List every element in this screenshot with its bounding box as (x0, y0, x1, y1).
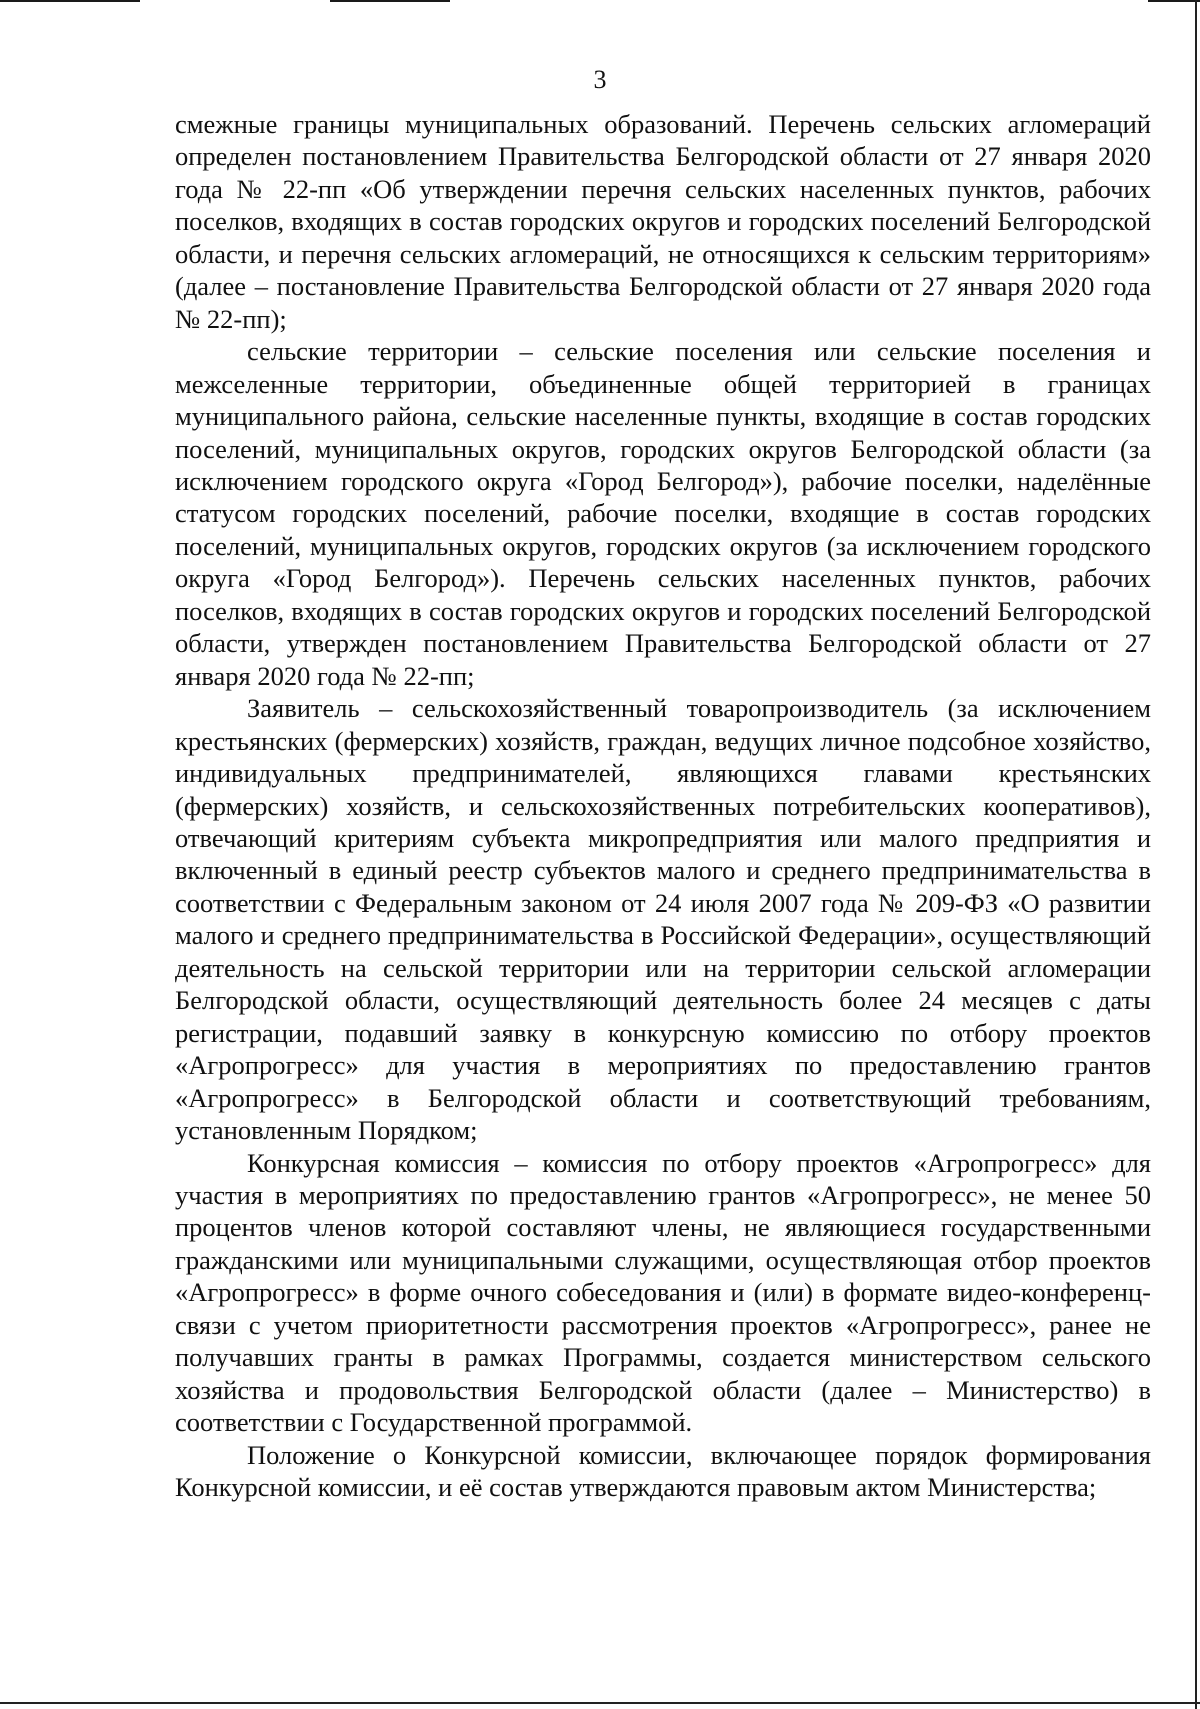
scan-border-bottom (0, 1702, 1200, 1704)
paragraph-commission-regulation: Положение о Конкурсной комиссии, включающее порядок формирования Конкурсной комиссии, и её состав утверждаются правовым актом Министерства; (175, 1439, 1151, 1503)
scan-border-top-left (0, 0, 140, 2)
page-number: 3 (593, 65, 607, 94)
scan-border-top-right (1148, 0, 1200, 2)
scan-border-top-middle (330, 0, 450, 2)
paragraph-agglomerations-continuation: смежные границы муниципальных образований. Перечень сельских агломераций определен постановлением Правительства Белгородской области от 27 января 2020 года № 22-пп «Об утверждении перечня сельских населенных пунктов, рабочих поселков, входящих в состав городских округов и городских поселений Белгородской области, и перечня сельских агломераций, не относящихся к сельским территориям» (далее – постановление Правительства Белгородской области от 27 января 2020 года № 22-пп); (175, 109, 1151, 334)
scan-border-right (1195, 0, 1197, 1709)
paragraph-applicant: Заявитель – сельскохозяйственный товаропроизводитель (за исключением крестьянских (фермерских) хозяйств, граждан, ведущих личное подсобное хозяйство, индивидуальных предпринимателей, являющихся главами крестьянских (фермерских) хозяйств, и сельскохозяйственных потребительских кооперативов), отвечающий критериям субъекта микропредприятия или малого предприятия и включенный в единый реестр субъектов малого и среднего предпринимательства в соответствии с Федеральным законом от 24 июля 2007 года № 209-ФЗ «О развитии малого и среднего предпринимательства в Российской Федерации», осуществляющий деятельность на сельской территории или на территории сельской агломерации Белгородской области, осуществляющий деятельность более 24 месяцев с даты регистрации, подавший заявку в конкурсную комиссию по отбору проектов «Агропрогресс» для участия в мероприятиях по предоставлению грантов «Агропрогресс» в Белгородской области и соответствующий требованиям, установленным Порядком; (175, 693, 1151, 1146)
paragraph-competition-commission: Конкурсная комиссия – комиссия по отбору проектов «Агропрогресс» для участия в мероприятиях по предоставлению грантов «Агропрогресс», не менее 50 процентов членов которой составляют члены, не являющиеся государственными гражданскими или муниципальными служащими, осуществляющая отбор проектов «Агропрогресс» в форме очного собеседования и (или) в формате видео-конференц-связи с учетом приоритетности рассмотрения проектов «Агропрогресс», ранее не получавших гранты в рамках Программы, создается министерством сельского хозяйства и продовольствия Белгородской области (далее – Министерство) в соответствии с Государственной программой. (175, 1147, 1151, 1438)
paragraph-rural-territories: сельские территории – сельские поселения или сельские поселения и межселенные территории, объединенные общей территорией в границах муниципального района, сельские населенные пункты, входящие в состав городских поселений, муниципальных округов, городских округов Белгородской области (за исключением городского округа «Город Белгород»), рабочие поселки, наделённые статусом городских поселений, рабочие поселки, входящие в состав городских поселений, муниципальных округов, городских округов (за исключением городского округа «Город Белгород»). Перечень сельских населенных пунктов, рабочих поселков, входящих в состав городских округов и городских поселений Белгородской области, утвержден постановлением Правительства Белгородской области от 27 января 2020 года № 22-пп; (175, 336, 1151, 691)
document-body (175, 108, 1151, 1503)
